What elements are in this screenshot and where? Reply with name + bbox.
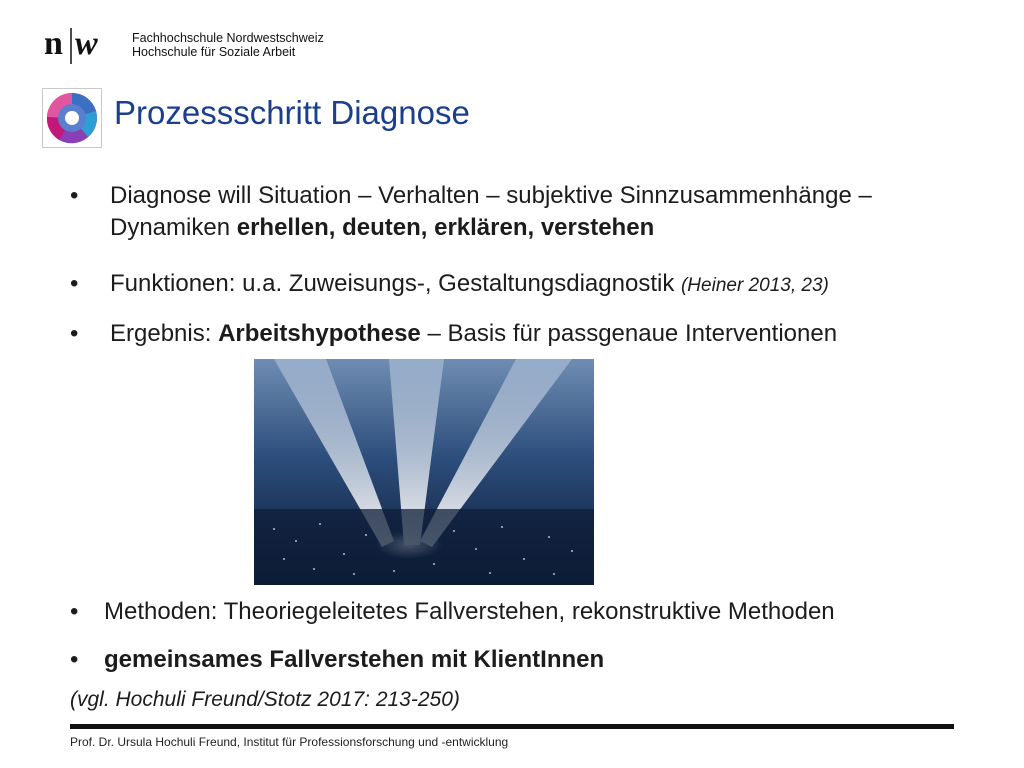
bullet-diagnose-line-1: Diagnose will Situation – Verhalten – subjektive Sinnzusammenhänge –: [110, 182, 872, 209]
footer-author: Prof. Dr. Ursula Hochuli Freund, Institut für Professionsforschung und -entwicklung: [70, 735, 509, 749]
reference-citation: (vgl. Hochuli Freund/Stotz 2017: 213-250): [70, 688, 460, 711]
bullet-dot: •: [70, 646, 79, 673]
bullet-dot: •: [70, 320, 79, 347]
logo-letter-n: n: [44, 25, 63, 62]
bullet-fallverstehen-text: gemeinsames Fallverstehen mit KlientInnen: [104, 646, 605, 673]
citation-heiner: (Heiner 2013, 23): [680, 275, 829, 296]
bullet-diagnose-emphasis: erhellen, deuten, erklären, verstehen: [236, 214, 655, 241]
bullet-dot: •: [70, 182, 79, 209]
institution-name: [132, 31, 324, 59]
bullet-ergebnis-emphasis: Arbeitshypothese: [218, 320, 421, 347]
bullet-methoden: [70, 596, 990, 628]
fhnw-logo: [42, 22, 118, 66]
bullet-dot: •: [70, 598, 79, 625]
bullet-funktionen: [70, 268, 970, 300]
bullet-diagnose: [70, 180, 1014, 244]
footer-divider: [70, 724, 954, 729]
searchlights-city-photo: [254, 359, 594, 585]
institution-line-1: Fachhochschule Nordwestschweiz: [132, 31, 324, 45]
bullet-funktionen-text: Funktionen: u.a. Zuweisungs-, Gestaltungsdiagnostik: [110, 270, 681, 297]
process-wheel-icon: [42, 88, 102, 148]
bullet-diagnose-line-2: Dynamiken erhellen, deuten, erklären, verstehen: [110, 214, 655, 241]
logo-letter-w: w: [75, 25, 98, 62]
page-title: Prozessschritt Diagnose: [114, 94, 470, 131]
bullet-ergebnis: • Ergebnis: Arbeitshypothese – Basis für passgenaue Interventionen: [70, 318, 990, 350]
bullet-methoden-text: Methoden: Theoriegeleitetes Fallverstehen, rekonstruktive Methoden: [104, 598, 835, 625]
bullet-dot: •: [70, 270, 79, 297]
bullet-fallverstehen: [70, 644, 970, 676]
institution-line-2: Hochschule für Soziale Arbeit: [132, 45, 296, 59]
